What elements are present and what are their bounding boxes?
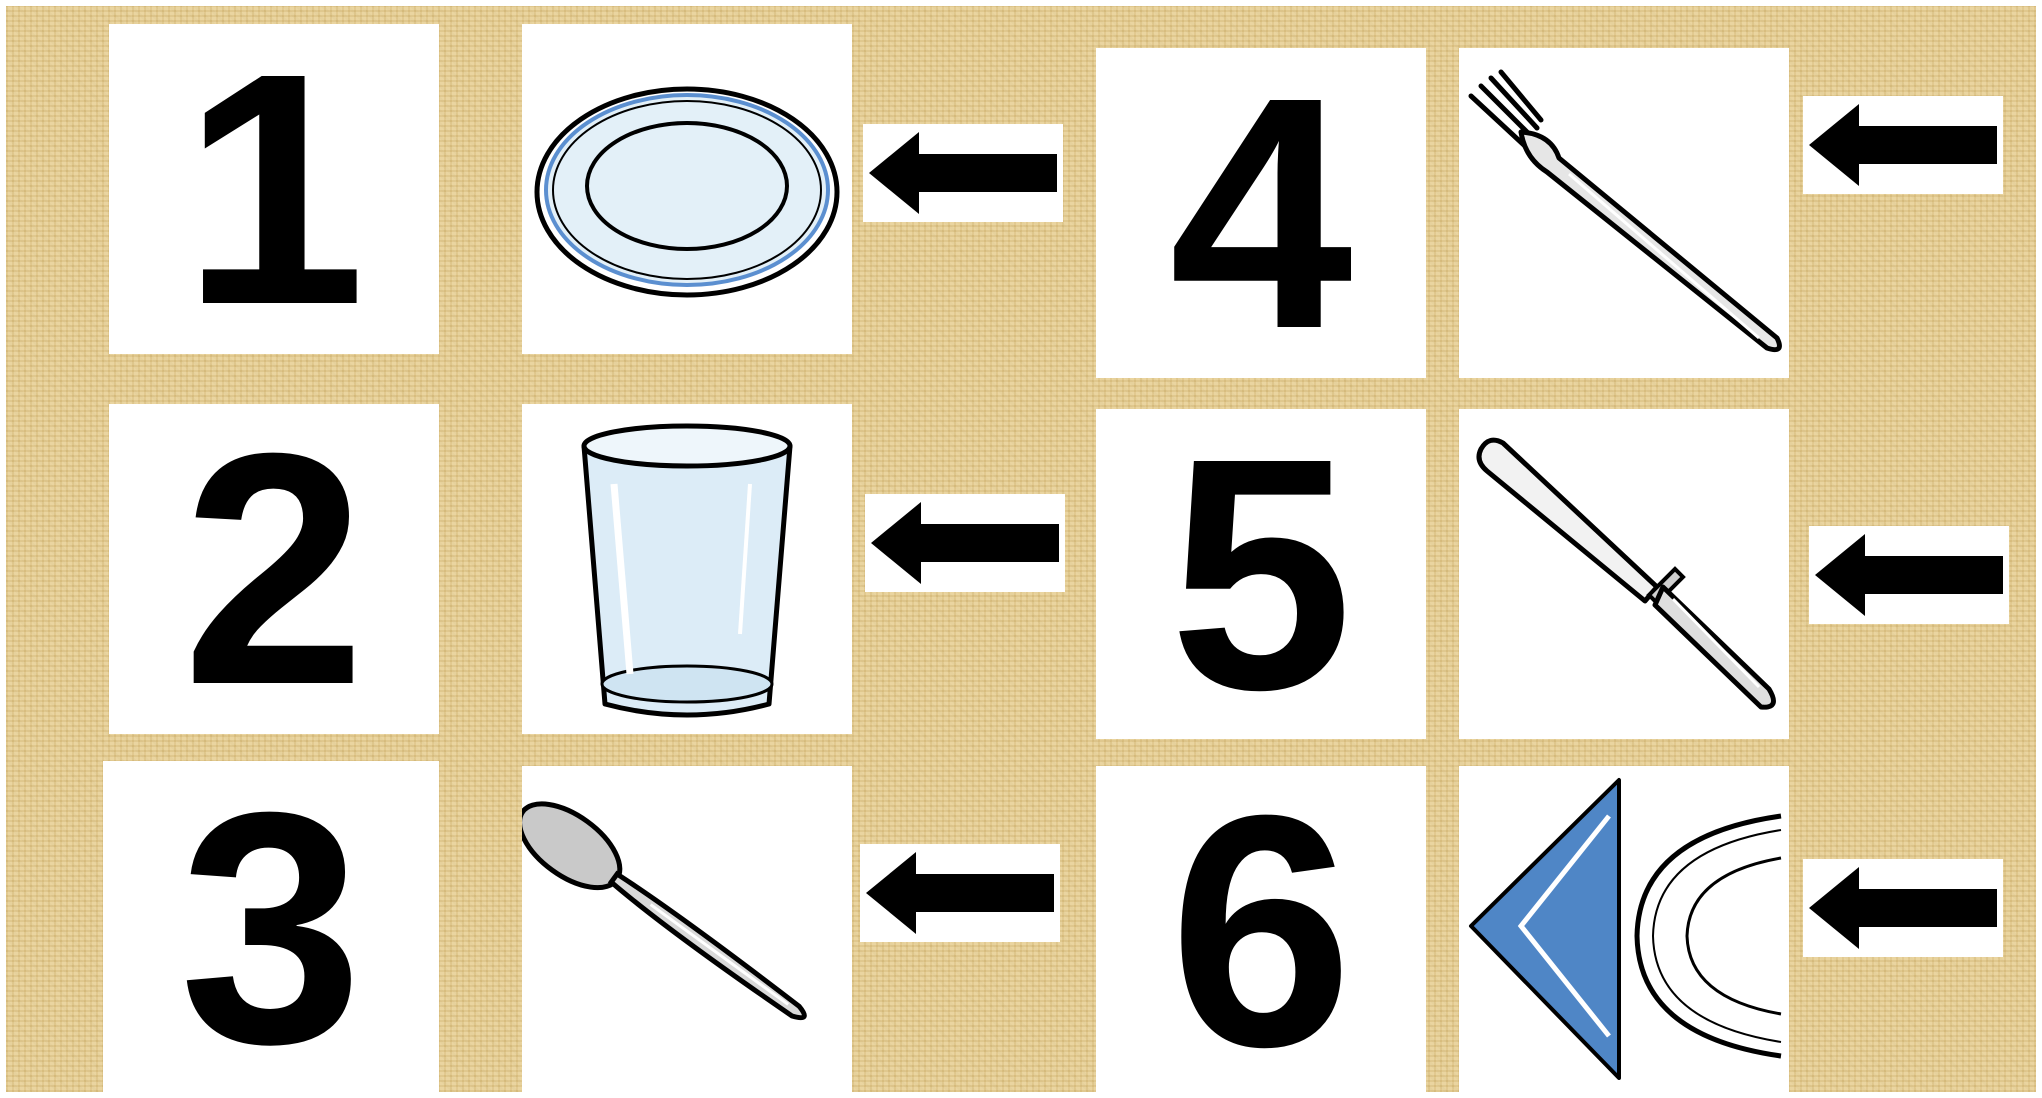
arrow-left-icon bbox=[1809, 526, 2009, 624]
item-card-fork bbox=[1459, 48, 1789, 378]
number-card-3 bbox=[103, 761, 439, 1095]
arrow-box-2 bbox=[865, 494, 1065, 592]
step-number: 5 bbox=[1169, 409, 1353, 739]
step-number: 6 bbox=[1169, 766, 1353, 1095]
item-card-spoon bbox=[522, 766, 852, 1095]
arrow-box-6 bbox=[1803, 859, 2003, 957]
item-card-knife bbox=[1459, 409, 1789, 739]
arrow-left-icon bbox=[860, 844, 1060, 942]
arrow-box-1 bbox=[863, 124, 1063, 222]
arrow-left-icon bbox=[1803, 96, 2003, 194]
arrow-box-3 bbox=[860, 844, 1060, 942]
step-number: 4 bbox=[1169, 48, 1353, 378]
number-card-6 bbox=[1096, 766, 1426, 1095]
number-card-2 bbox=[109, 404, 439, 734]
arrow-left-icon bbox=[863, 124, 1063, 222]
arrow-box-5 bbox=[1809, 526, 2009, 624]
step-number: 1 bbox=[182, 24, 366, 354]
plate-icon bbox=[522, 24, 852, 354]
fork-icon bbox=[1459, 48, 1789, 378]
number-card-4 bbox=[1096, 48, 1426, 378]
knife-icon bbox=[1459, 409, 1789, 739]
glass-icon bbox=[522, 404, 852, 734]
arrow-box-4 bbox=[1803, 96, 2003, 194]
item-card-plate bbox=[522, 24, 852, 354]
arrow-left-icon bbox=[1803, 859, 2003, 957]
step-number: 3 bbox=[179, 761, 363, 1095]
number-card-5 bbox=[1096, 409, 1426, 739]
number-card-1 bbox=[109, 24, 439, 354]
item-card-napkin-plate bbox=[1459, 766, 1789, 1095]
item-card-glass bbox=[522, 404, 852, 734]
arrow-left-icon bbox=[865, 494, 1065, 592]
napkin-plate-icon bbox=[1459, 766, 1789, 1095]
spoon-icon bbox=[522, 766, 852, 1095]
step-number: 2 bbox=[182, 404, 366, 734]
